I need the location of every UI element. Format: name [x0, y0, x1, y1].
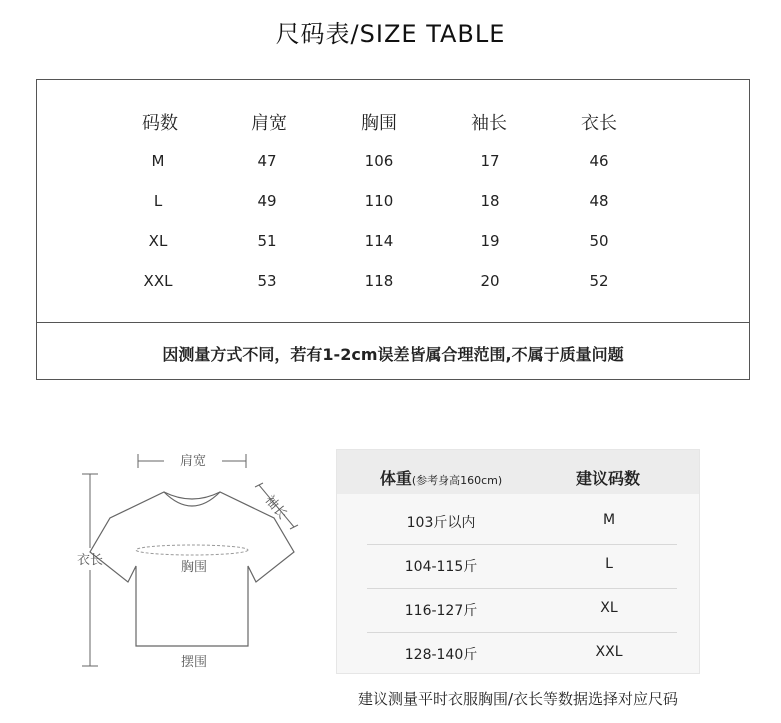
header-weight-ref: (参考身高160cm) — [411, 474, 503, 487]
footer-note: 建议测量平时衣服胸围/衣长等数据选择对应尺码 — [357, 690, 679, 708]
chest-label: 胸围 — [180, 560, 208, 575]
table-cell: 128-140斤 — [404, 647, 478, 663]
table-cell: 47 — [257, 152, 277, 170]
table-cell: 52 — [589, 272, 609, 290]
shoulder-label: 肩宽 — [179, 454, 207, 469]
table-cell: 116-127斤 — [404, 603, 478, 619]
length-measure-line — [82, 474, 98, 666]
table-cell: XXL — [143, 272, 173, 290]
header-weight-text: 体重 — [379, 469, 412, 488]
table-cell: 114 — [364, 232, 394, 250]
hem-label: 摆围 — [180, 655, 208, 670]
row-divider — [367, 544, 677, 545]
table-cell: M — [151, 152, 165, 170]
header-weight — [380, 466, 502, 489]
header-length: 衣长 — [581, 113, 617, 134]
table-cell: 49 — [257, 192, 277, 210]
row-divider — [367, 632, 677, 633]
table-cell: 19 — [480, 232, 500, 250]
table-cell: L — [605, 556, 613, 572]
table-cell: L — [153, 192, 163, 210]
length-label: 衣长 — [76, 553, 104, 568]
header-size: 码数 — [142, 113, 178, 134]
size-grid — [37, 80, 749, 322]
table-cell: 51 — [257, 232, 277, 250]
row-divider — [367, 588, 677, 589]
table-cell: 110 — [364, 192, 394, 210]
table-cell: 104-115斤 — [404, 559, 478, 575]
table-cell: 118 — [364, 272, 394, 290]
table-cell: 20 — [480, 272, 500, 290]
table-cell: XL — [148, 232, 168, 250]
header-chest: 胸围 — [361, 113, 397, 134]
table-cell: 48 — [589, 192, 609, 210]
header-shoulder: 肩宽 — [251, 113, 287, 134]
table-cell: XL — [600, 600, 618, 616]
table-cell: 18 — [480, 192, 500, 210]
table-cell: 106 — [364, 152, 394, 170]
sleeve-label: 袖长 — [261, 492, 290, 523]
measurement-note: 因测量方式不同，若有1-2cm误差皆属合理范围,不属于质量问题 — [162, 345, 624, 364]
collar — [164, 492, 220, 499]
weight-size-table — [336, 449, 700, 674]
table-cell: 103斤以内 — [406, 515, 476, 531]
table-cell: M — [602, 512, 616, 528]
size-table — [36, 79, 750, 380]
table-cell: 50 — [589, 232, 609, 250]
header-suggested-size: 建议码数 — [575, 469, 641, 488]
tshirt-diagram — [60, 440, 320, 680]
table-cell: 53 — [257, 272, 277, 290]
table-cell: 46 — [589, 152, 609, 170]
table-cell: XXL — [595, 644, 623, 660]
header-sleeve: 袖长 — [471, 113, 507, 134]
table-cell: 17 — [480, 152, 500, 170]
table-divider — [37, 322, 749, 323]
page-title: 尺码表/SIZE TABLE — [275, 20, 506, 48]
